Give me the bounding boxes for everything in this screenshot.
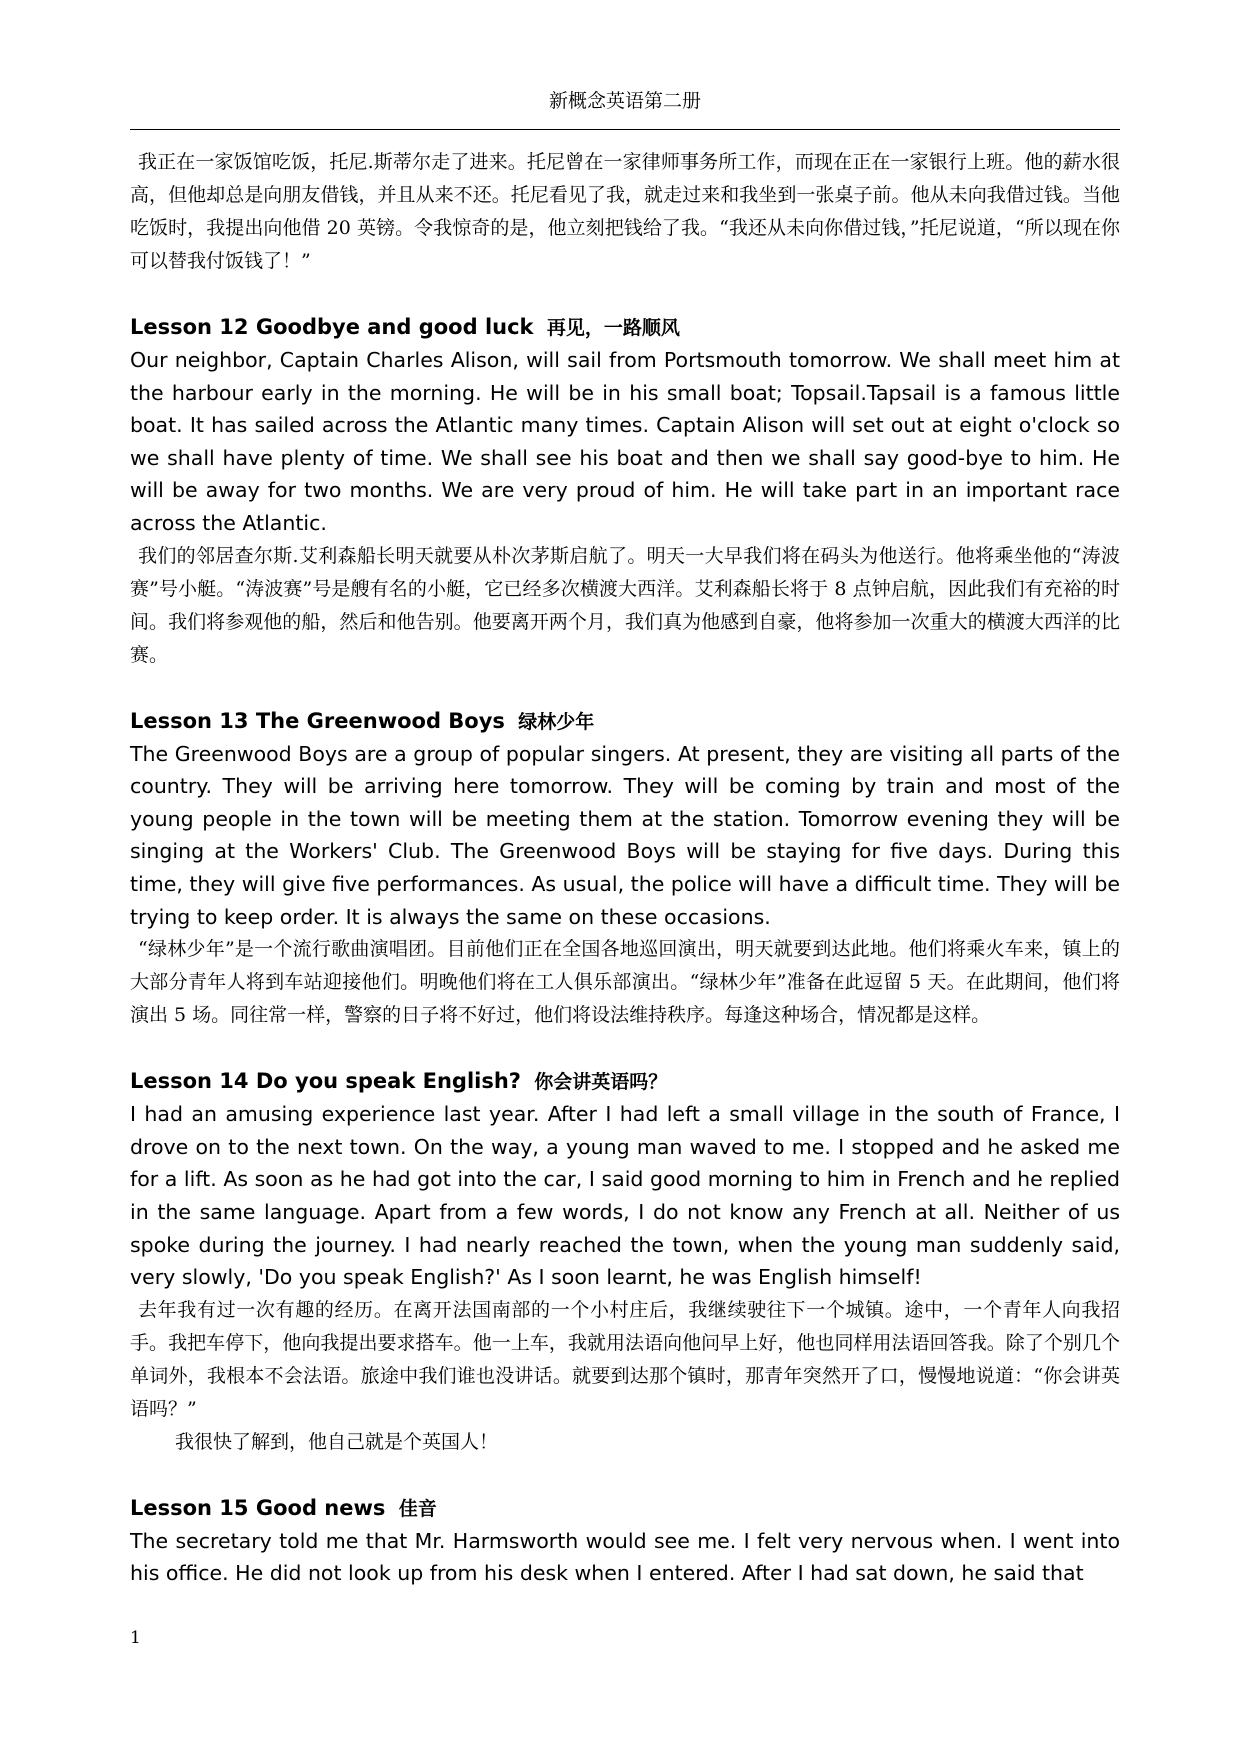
lesson-text: The Greenwood Boys are a group of popular singers. At present, they are visiting all parts of the country. They will be arriving here tomorrow. They will be coming by train and most of the young people in the town will be meeting them at the station. Tomorrow evening they will be singing at the Workers' Club. The Greenwood Boys will be staying for five days. During this time, they will give five performances. As usual, the police will have a difficult time. They will be trying to keep order. It is always the same on these occasions.: [130, 741, 1120, 929]
lesson-translation-continued: 我很快了解到，他自己就是个英国人！: [175, 1430, 499, 1453]
lesson-title-en: Lesson 12 Goodbye and good luck: [130, 315, 534, 339]
lesson-title-en: Lesson 15 Good news: [130, 1495, 386, 1520]
lesson-title-zh: 再见，一路顺风: [546, 317, 680, 339]
lesson-title: [130, 1065, 1120, 1098]
lesson-14: [130, 1065, 1120, 1459]
lesson-text: I had an amusing experience last year. After I had left a small village in the south of France, I drove on to the next town. On the way, a young man waved to me. I stopped and he asked me for a lift. As soon as he had got into the car, I said good morning to him in French and he replied in the same language. Apart from a few words, I do not know any French at all. Neither of us spoke during the journey. I had nearly reached the town, when the young man suddenly said, very slowly, 'Do you speak English?' As I soon learnt, he was English himself!: [130, 1102, 1120, 1290]
lesson-text: The secretary told me that Mr. Harmsworth would see me. I felt very nervous when. I went into his office. He did not look up from his desk when I entered. After I had sat down, he said that: [130, 1528, 1120, 1586]
lesson-title-zh: 你会讲英语吗？: [534, 1071, 668, 1094]
lesson-text: Our neighbor, Captain Charles Alison, will sail from Portsmouth tomorrow. We shall meet him at the harbour early in the morning. He will be in his small boat; Topsail.Tapsail is a famous little boat. It has sailed across the Atlantic many times. Captain Alison will set out at eight o'clock so we shall have plenty of time. We shall see his boat and then we shall say good-bye to him. He will be away for two months. We are very proud of him. He will take part in an important race across the Atlantic.: [130, 348, 1120, 535]
lesson-15: [130, 1492, 1120, 1590]
lesson-13: [130, 705, 1120, 1033]
lesson-title-zh: 绿林少年: [518, 710, 595, 733]
lesson-title: [130, 1492, 1120, 1525]
lesson-12: [130, 311, 1120, 672]
lesson-translation: “绿林少年”是一个流行歌曲演唱团。目前他们正在全国各地巡回演出，明天就要到达此地。他们将乘火车来，镇上的大部分青年人将到车站迎接他们。明晚他们将在工人俱乐部演出。“绿林少年”准备在此逗留 5 天。在此期间，他们将演出 5 场。同往常一样，警察的日子将不好过，他们将设法维持秩序。每逢这种场合，情况都是这样。: [130, 938, 1120, 1027]
lesson-translation: 去年我有过一次有趣的经历。在离开法国南部的一个小村庄后，我继续驶往下一个城镇。途中，一个青年人向我招手。我把车停下，他向我提出要求搭车。他一上车，我就用法语向他问早上好，他也同样用法语回答我。除了个别几个单词外，我根本不会法语。旅途中我们谁也没讲话。就要到达那个镇时，那青年突然开了口，慢慢地说道：“你会讲英语吗？”: [130, 1298, 1120, 1420]
page-header: [130, 86, 1120, 130]
lesson-11-translation: 我正在一家饭馆吃饭，托尼.斯蒂尔走了进来。托尼曾在一家律师事务所工作，而现在正在一家银行上班。他的薪水很高，但他却总是向朋友借钱，并且从来不还。托尼看见了我，就走过来和我坐到一张桌子前。他从未向我借过钱。当他吃饭时，我提出向他借 20 英镑。令我惊奇的是，他立刻把钱给了我。“我还从未向你借过钱，”托尼说道，“所以现在你可以替我付饭钱了！”: [130, 151, 1120, 272]
header-title: 新概念英语第二册: [548, 90, 701, 112]
lesson-title: [130, 705, 1120, 738]
lesson-title-zh: 佳音: [398, 1497, 437, 1520]
lesson-title-en: Lesson 13 The Greenwood Boys: [130, 708, 505, 733]
document-body: [130, 146, 1120, 1590]
lesson-title: [130, 311, 1120, 344]
lesson-title-en: Lesson 14 Do you speak English?: [130, 1069, 521, 1094]
lesson-translation: 我们的邻居查尔斯.艾利森船长明天就要从朴次茅斯启航了。明天一大早我们将在码头为他送行。他将乘坐他的“涛波赛”号小艇。“涛波赛”号是艘有名的小艇，它已经多次横渡大西洋。艾利森船长将于 8 点钟启航，因此我们有充裕的时间。我们将参观他的船，然后和他告别。他要离开两个月，我们真为他感到自豪，他将参加一次重大的横渡大西洋的比赛。: [130, 544, 1120, 666]
page-number: 1: [130, 1628, 141, 1648]
